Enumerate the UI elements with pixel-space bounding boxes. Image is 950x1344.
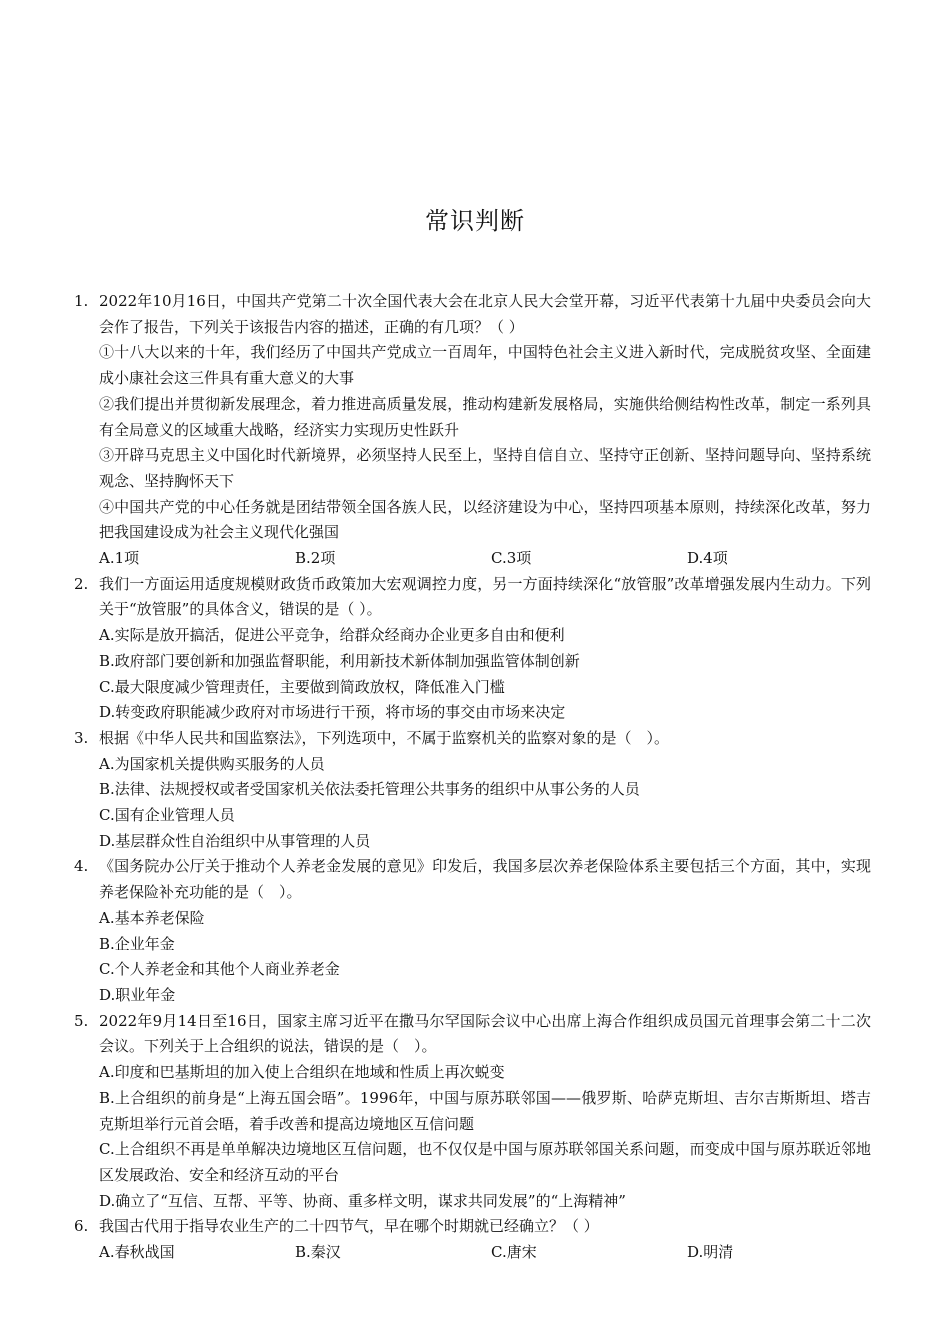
question-text: 《国务院办公厅关于推动个人养老金发展的意见》印发后，我国多层次养老保险体系主要包括三个方面，其中，实现养老保险补充功能的是（ ）。 (99, 857, 871, 902)
question-number: 2. (74, 574, 89, 593)
option-b: B.2项 (295, 549, 336, 568)
option-d: D.转变政府职能减少政府对市场进行干预，将市场的事交由市场来决定 (99, 703, 566, 722)
question-4 (0, 854, 950, 1008)
option-d: D.4项 (687, 549, 728, 568)
option-c: C.国有企业管理人员 (99, 806, 235, 825)
option-c: C.上合组织不再是单单解决边境地区互信问题，也不仅仅是中国与原苏联邻国关系问题，而变成中国与原苏联近邻地区发展政治、安全和经济互动的平台 (99, 1140, 871, 1184)
option-b: B.秦汉 (295, 1243, 341, 1262)
question-text: 2022年10月16日，中国共产党第二十次全国代表大会在北京人民大会堂开幕，习近平代表第十九届中央委员会向大会作了报告，下列关于该报告内容的描述，正确的有几项？（ ） (99, 292, 871, 336)
option-a: A.实际是放开搞活，促进公平竞争，给群众经商办企业更多自由和便利 (99, 626, 565, 645)
question-text: 根据《中华人民共和国监察法》，下列选项中，不属于监察机关的监察对象的是（ ）。 (99, 728, 670, 747)
option-a: A.为国家机关提供购买服务的人员 (99, 754, 325, 773)
option-a: A.基本养老保险 (99, 908, 205, 927)
option-b: B.上合组织的前身是“上海五国会晤”。1996年，中国与原苏联邻国——俄罗斯、哈萨克斯坦、吉尔吉斯斯坦、塔吉克斯坦举行元首会晤，着手改善和提高边境地区互信问题 (99, 1088, 871, 1133)
question-list (0, 289, 950, 1266)
question-1 (0, 289, 950, 572)
statement-1: ①十八大以来的十年，我们经历了中国共产党成立一百周年，中国特色社会主义进入新时代，完成脱贫攻坚、全面建成小康社会这三件具有重大意义的大事 (99, 343, 871, 388)
option-a: A.春秋战国 (99, 1243, 175, 1262)
question-text: 我们一方面运用适度规模财政货币政策加大宏观调控力度，另一方面持续深化“放管服”改革增强发展内生动力。下列关于“放管服”的具体含义，错误的是（ ）。 (99, 574, 871, 619)
question-stem (99, 289, 871, 546)
option-b: B.法律、法规授权或者受国家机关依法委托管理公共事务的组织中从事公务的人员 (99, 780, 640, 799)
statement-4: ④中国共产党的中心任务就是团结带领全国各族人民，以经济建设为中心，坚持四项基本原则，持续深化改革，努力把我国建设成为社会主义现代化强国 (99, 497, 871, 542)
option-a: A.印度和巴基斯坦的加入使上合组织在地域和性质上再次蜕变 (99, 1063, 505, 1082)
option-d: D.职业年金 (99, 985, 176, 1004)
option-row (99, 546, 950, 572)
question-number: 3. (74, 728, 89, 747)
option-d: D.明清 (687, 1243, 734, 1262)
statement-3: ③开辟马克思主义中国化时代新境界，必须坚持人民至上，坚持自信自立、坚持守正创新、坚持问题导向、坚持系统观念、坚持胸怀天下 (99, 446, 871, 490)
question-3 (0, 726, 950, 855)
question-2 (0, 572, 950, 726)
option-a: A.1项 (99, 549, 140, 568)
option-c: C.最大限度减少管理责任，主要做到简政放权，降低准入门槛 (99, 677, 505, 696)
option-c: C.3项 (491, 549, 532, 568)
option-row (99, 1240, 950, 1266)
option-d: D.确立了“互信、互帮、平等、协商、重多样文明，谋求共同发展”的“上海精神” (99, 1191, 626, 1210)
question-number: 4. (74, 857, 89, 876)
question-number: 5. (74, 1011, 89, 1030)
question-text: 2022年9月14日至16日，国家主席习近平在撒马尔罕国际会议中心出席上海合作组织成员国元首理事会第二十二次会议。下列关于上合组织的说法，错误的是（ ）。 (99, 1011, 871, 1056)
option-c: C.个人养老金和其他个人商业养老金 (99, 960, 340, 979)
option-b: B.企业年金 (99, 934, 175, 953)
option-b: B.政府部门要创新和加强监督职能，利用新技术新体制加强监管体制创新 (99, 651, 580, 670)
question-5 (0, 1009, 950, 1215)
statement-2: ②我们提出并贯彻新发展理念，着力推进高质量发展，推动构建新发展格局，实施供给侧结构性改革，制定一系列具有全局意义的区域重大战略，经济实力实现历史性跃升 (99, 394, 871, 439)
question-text: 我国古代用于指导农业生产的二十四节气，早在哪个时期就已经确立？（ ） (99, 1217, 599, 1236)
question-6 (0, 1214, 950, 1265)
page-title: 常识判断 (425, 207, 525, 235)
question-number: 6. (74, 1217, 89, 1236)
option-c: C.唐宋 (491, 1243, 537, 1262)
question-number: 1. (74, 292, 89, 310)
option-d: D.基层群众性自治组织中从事管理的人员 (99, 831, 371, 850)
